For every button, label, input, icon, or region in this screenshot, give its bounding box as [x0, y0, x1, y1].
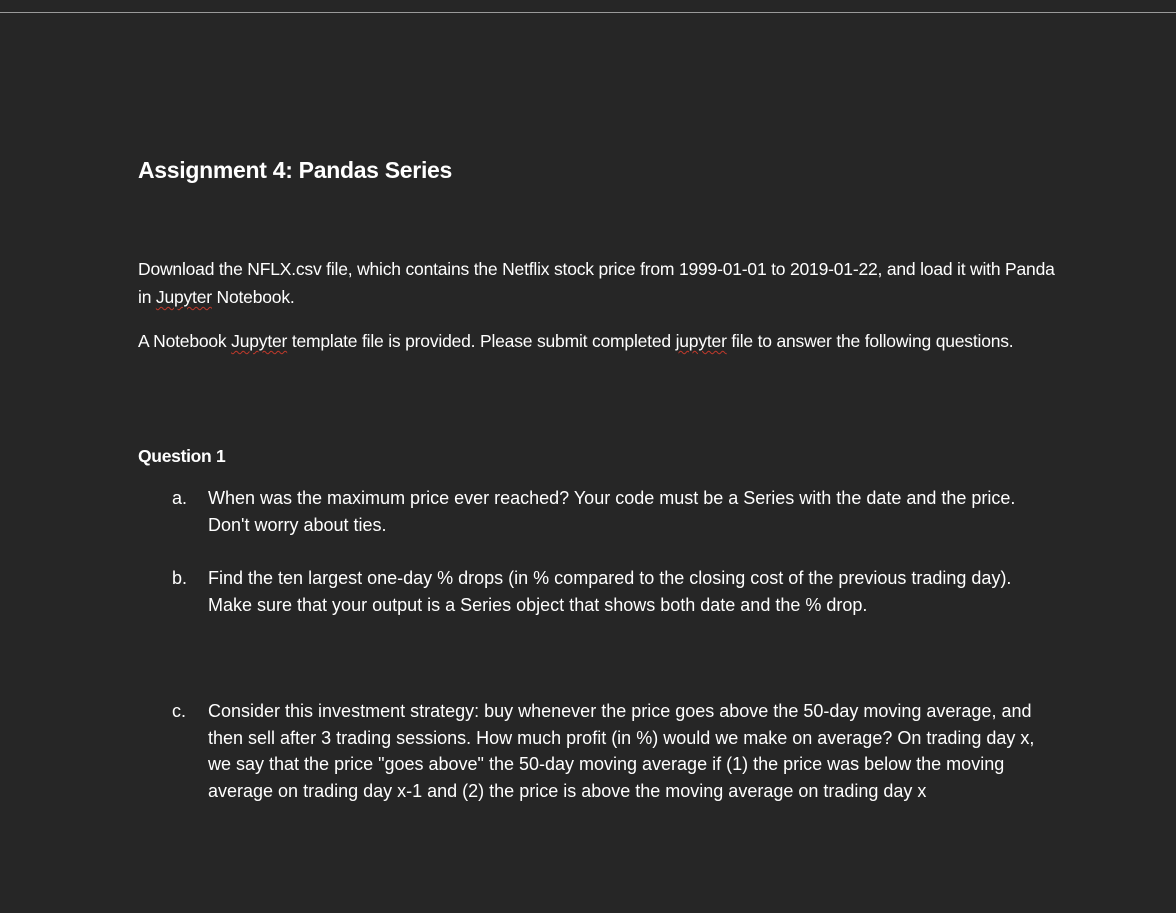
page-top-border [0, 12, 1176, 13]
intro-paragraph-1 [138, 255, 1058, 311]
question-1-heading: Question 1 [138, 446, 226, 466]
intro-paragraph-1-text: Download the NFLX.csv file, which contains the Netflix stock price from 1999-01-01 to 2019-01-22, and load it with Panda in [138, 259, 1055, 307]
question-item-a [172, 485, 1052, 538]
question-text: When was the maximum price ever reached? Your code must be a Series with the date and the price. Don't worry about ties. [208, 488, 1016, 535]
spellcheck-flagged-word[interactable]: Jupyter [155, 287, 212, 307]
question-text: Find the ten largest one-day % drops (in % compared to the closing cost of the previous trading day). Make sure that your output is a Series object that shows both date and the % drop. [208, 568, 1012, 615]
intro-paragraph-2-middle: template file is provided. Please submit completed [287, 331, 676, 351]
intro-paragraph-2-end: file to answer the following questions. [726, 331, 1014, 351]
question-item-c [172, 698, 1052, 804]
question-text: Consider this investment strategy: buy whenever the price goes above the 50-day moving average, and then sell after 3 trading sessions. How much profit (in %) would we make on average? On trading day x, we say that the price "goes above" the 50-day moving average if (1) the price was below the moving average on trading day x-1 and (2) the price is above the moving average on trading day x [208, 701, 1035, 801]
list-marker: b. [172, 568, 188, 588]
spellcheck-flagged-word[interactable]: Jupyter [231, 331, 288, 351]
intro-paragraph-1-end: Notebook. [211, 287, 295, 307]
list-marker: c. [172, 701, 187, 721]
list-marker: a. [172, 488, 188, 508]
intro-paragraph-2-text: A Notebook [138, 331, 232, 351]
spellcheck-flagged-word[interactable]: jupyter [675, 331, 727, 351]
document-title: Assignment 4: Pandas Series [138, 157, 453, 183]
intro-paragraph-2 [138, 327, 1058, 355]
question-item-b [172, 565, 1052, 618]
